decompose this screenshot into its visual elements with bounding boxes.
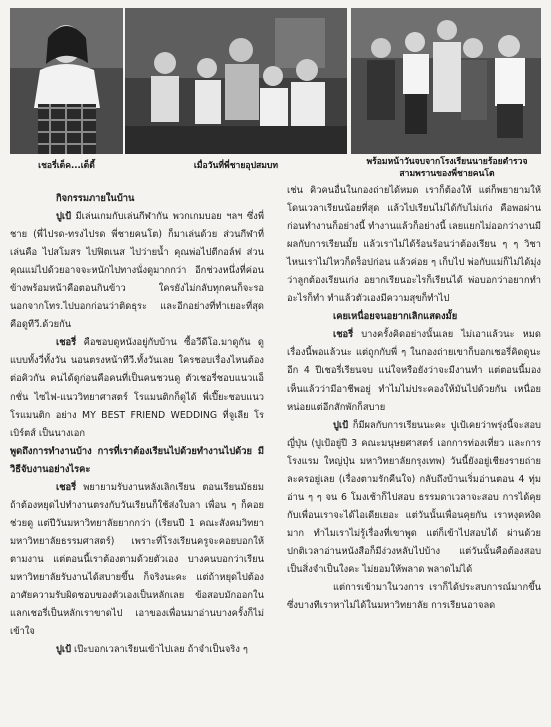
paragraph: แต่การเข้ามาในวงการ เราก็ได้ประสบการณ์มากขึ้น ซึ่งบางทีเราหาไม่ได้ในมหาวิทยาลัย การเรียนอาจลด <box>287 582 541 612</box>
paragraph: เช่น คิวคนอื่นในกองถ่ายได้หมด เราก็ต้องให้ แต่ก็พยายามให้โดนเวลาเรียนน้อยที่สุด แล้วไปเรียนไม่ได้กับไม่เก่ง คือพอผ่าน ก่อนทำงานก็อย่างนี้ ทำงานแล้วก็อย่างนี้ เลยแยกไม่ออกว่างานมีผลกับการเรียนมั้ย แล้วเราไม่ได้ร้อนร้อนว่าต้องเรียน ๆ ๆ วิชาไหนเราไม่ไหวก็ดร็อปก่อน แล้วค่อย ๆ เก็บไป พ่อกับแม่ก็ไม่ได้มุ่งว่าลูกต้องเรียนเก่ง อยากเรียนอะไรก็เรียนได้ พ่อบอกว่าอยากทำอะไรก็ทำ ทำแล้วตัวเองมีความสุขก็ทำไป <box>287 185 541 305</box>
paragraph-text: ก็มีผลกับการเรียนนะคะ ปูเป้เคยว่าพรุ่งนี้จะสอบญี่ปุ่น (ปูเป้อยู่ปี 3 คณะมนุษยศาสตร์ เอกการท่องเที่ยว และการโรงแรม ใหญ่ปุ่น มหาวิทยาลัยกรุงเทพ) วันนี้ยังอยู่เชียงรายถ่ายละครอยู่เลย (เรื่องตามรักคืนใจ) กลับถึงบ้านเริ่มอ่านตอน 4 ทุ่ม อ่าน ๆ ๆ จน 6 โมงเช้าก็ไปสอบ ธรรมดาเวลาจะสอบ การได้คุยกับเพื่อนเราจะได้ไอเดียเยอะ แต่วันนั้นเพื่อนคุยกัน เราหงุดหงิดมาก ทำไมเราไม่รู้เรื่องที่เขาพูด แต่ก็เข้าไปสอบได้ ผ่านด้วย ปกติเวลาอ่านหนังสือก็มีง่วงหลับไปบ้าง แต่วันนั้นคือต้องสอบ เป็นสิ่งจำเป็นใงคะ ไม่ยอมให้พลาด พลาดไม่ได้ <box>287 419 541 575</box>
speaker-name: ปูเป้ <box>56 211 72 223</box>
photo2-caption: เมื่อวันที่พี่ชายอุปสมบท <box>193 161 279 171</box>
left-column <box>10 190 264 659</box>
photo-family-group <box>125 8 347 154</box>
paragraph-text: คือชอบดูหนังอยู่กับบ้าน ซื้อวีดีโอ.มาดูกัน ดูแบบทั้งวี่ทั้งวัน นอนตรงหน้าทีวี.ทั้งวันเลย ใครชอบเรื่องไหนต้องต่อคิวกัน คนได้ดูก่อนคือคนที่เป็นคนชวนดู ตัวเชอรี่ชอบแนวแอ็กชั่น ไซไฟ-แนววิทยาศาสตร์ โรแมนติกก็ดูได้ พี่เปี๊ยะชอบแนวโรแมนติก อย่าง MY BEST FRIEND WEDDING ที่จูเลีย โรเบิร์ตส์ เป็นนางเอก <box>10 337 264 439</box>
paragraph-text: บางครั้งคิดอย่างนั้นเลย ไม่เอาแล้วนะ หมดเรื่องนี้พอแล้วนะ แต่ถูกกับพี่ ๆ ในกองถ่ายเขาก็บอกเชอรี่คิดดูนะ อีก 4 ปีเชอรี่เรียนจบ แน่ใจหรือยังว่าจะมีงานทำ แต่ตอนนี้มองเห็นแล้วว่ามีอาชีพอยู่ ทำไมไม่ประคองให้มันไปด้วยกัน เหนื่อยหน่อยแต่อีกสักพักก็สบาย <box>287 329 541 413</box>
speaker-name: เชอรี่ <box>56 337 77 349</box>
section-heading-home-activities: กิจกรรมภายในบ้าน <box>56 193 135 204</box>
paragraph <box>287 417 541 579</box>
photo-girl-portrait <box>10 8 123 154</box>
paragraph <box>10 208 264 334</box>
speaker-name: ปูเป้ <box>333 419 349 431</box>
section-heading-work-study: พูดถึงการทำงานบ้าง การที่เราต้องเรียนไปด้วยทำงานไปด้วย มีวิธีจับงานอย่างไรคะ <box>10 445 264 475</box>
paragraph <box>10 334 264 442</box>
speaker-name: เชอรี่ <box>333 329 354 341</box>
paragraph <box>287 326 541 416</box>
right-column <box>287 182 541 615</box>
paragraph <box>10 479 264 641</box>
speaker-name: เชอรี่ <box>56 481 77 493</box>
photo3-caption: พร้อมหน้าวันจบจากโรงเรียนนายร้อยตำรวจสามพรานของพี่ชายคนโต <box>366 157 528 179</box>
photo1-caption: เชอรี่เด็ค...เด็ดี้ <box>38 161 95 171</box>
paragraph-text: เป๊ะบอกเวลาเรียนเข้าไปเลย ถ้าจำเป็นจริง ๆ <box>71 644 248 656</box>
photo-graduation-group <box>351 8 541 154</box>
speaker-name: ปูเป้ <box>56 644 72 656</box>
paragraph-text: มีเล่นเกมกับเล่นกีฬากัน พวกเกมบอย ฯลฯ ซึ่งพี่ชาย (พี่ไปรด-ทรงไปรด พี่ชายคนโต) ก็มาเล่นด้วย ส่วนกีฬาที่เล่นคือ ไปสโมสร ไปฟิตเนส ไปว่ายน้ำ คุณพ่อไปตีกอล์ฟ ส่วนคุณแม่ไปด้วยอาจจะหนักไปทางนั่งดูมากกว่า อีกช่วงหนึ่งที่ค่อนข้างพร้อมหน้าคือตอนกินข้าว ใครยังไม่กลับทุกคนก็จะรอ นอกจากโทร.ไปบอกก่อนว่าติดธุระ และอีกอย่างที่ทำเยอะที่สุดคือดูทีวี.ด้วยกัน <box>10 211 264 331</box>
paragraph <box>10 641 264 659</box>
paragraph-text: พยายามรับงานหลังเลิกเรียน ตอนเรียนมัธยมถ้าต้องหยุดไปทำงานตรงกับวันเรียนก็ใช้ส่งใบลา เพื่อน ๆ ก็คอยช่วยดู แต่ปีวันมหาวิทยาลัยยากกว่า (เรียนปี 1 คณะสังคมวิทยา มหาวิทยาลัยธรรมศาสตร์) เพราะที่โรงเรียนครูจะคอยบอกให้ตามงาน แต่ตอนนี้เราต้องตามด้วยตัวเอง บางคนบอกว่าเรียนมหาวิทยาลัยรับงานได้สบายขึ้น ก็จริงนะคะ แต่ถ้าหยุดไปต้องอาศัยความรับผิดชอบของตัวเองเป็นหลักเลย ข้อสอบมักออกในแลกเชอรี่เป็นหลักเราขาดไป เอาของเพื่อนมาอ่านบางครั้งก็ไม่เข้าใจ <box>10 481 264 638</box>
section-heading-tired: เคยเหนื่อยจนอยากเลิกแสดงมั้ย <box>333 311 458 323</box>
